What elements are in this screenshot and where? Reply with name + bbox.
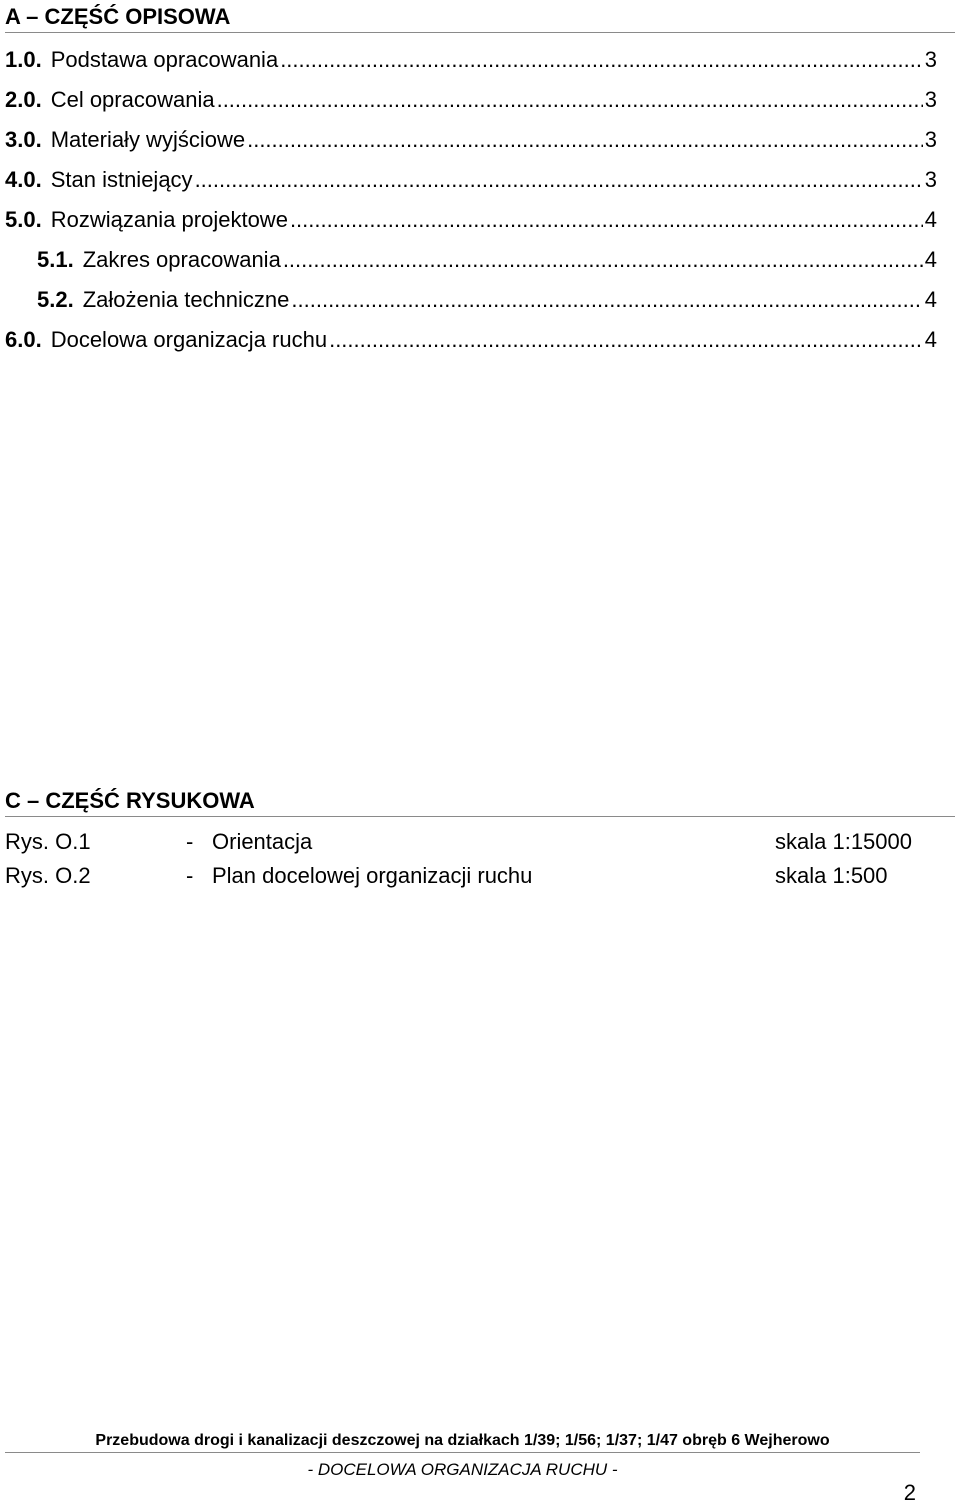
toc-leader [290, 205, 923, 235]
toc-number: 5.1. [37, 247, 74, 272]
drawing-row-o1 [5, 827, 955, 861]
toc-page-number: 3 [924, 167, 937, 192]
drawing-row-o2 [5, 861, 955, 895]
toc-leader [329, 325, 923, 355]
toc-leader [280, 45, 923, 75]
section-c-heading: C – CZĘŚĆ RYSUKOWA [5, 787, 955, 817]
toc-page-number: 4 [924, 207, 937, 232]
toc-title: Zakres opracowania [82, 247, 281, 272]
toc-number: 4.0. [5, 167, 42, 192]
toc-page-number: 3 [924, 127, 937, 152]
toc-page-number: 4 [924, 327, 937, 352]
toc-number: 1.0. [5, 47, 42, 72]
table-of-contents [5, 45, 937, 365]
toc-title: Stan istniejący [50, 167, 193, 192]
toc-title: Materiały wyjściowe [50, 127, 246, 152]
toc-title: Rozwiązania projektowe [50, 207, 288, 232]
toc-page-number: 4 [924, 287, 937, 312]
page-number: 2 [903, 1480, 916, 1505]
toc-entry-5-2[interactable] [5, 285, 937, 325]
drawings-list [5, 827, 955, 895]
toc-entry-5-0[interactable] [5, 205, 937, 245]
toc-number: 5.0. [5, 207, 42, 232]
toc-number: 6.0. [5, 327, 42, 352]
footer-project-title: Przebudowa drogi i kanalizacji deszczowej na działkach 1/39; 1/56; 1/37; 1/47 obręb 6 Wejherowo [5, 1430, 920, 1453]
toc-leader [291, 285, 922, 315]
drawing-scale: skala 1:500 [775, 863, 888, 888]
toc-title: Założenia techniczne [82, 287, 290, 312]
toc-entry-5-1[interactable] [5, 245, 937, 285]
drawing-id: Rys. O.2 [5, 863, 91, 888]
toc-entry-3-0[interactable] [5, 125, 937, 165]
toc-leader [283, 245, 923, 275]
drawing-description: Orientacja [212, 829, 313, 854]
toc-entry-4-0[interactable] [5, 165, 937, 205]
toc-number: 5.2. [37, 287, 74, 312]
drawing-scale: skala 1:15000 [775, 829, 912, 854]
toc-leader [217, 85, 923, 115]
drawing-dash: - [186, 829, 194, 854]
toc-page-number: 3 [924, 87, 937, 112]
toc-entry-1-0[interactable] [5, 45, 937, 85]
drawing-description: Plan docelowej organizacji ruchu [212, 863, 533, 888]
toc-leader [195, 165, 923, 195]
toc-entry-2-0[interactable] [5, 85, 937, 125]
section-a-heading: A – CZĘŚĆ OPISOWA [5, 3, 955, 33]
toc-title: Cel opracowania [50, 87, 215, 112]
toc-number: 3.0. [5, 127, 42, 152]
toc-title: Docelowa organizacja ruchu [50, 327, 328, 352]
toc-title: Podstawa opracowania [50, 47, 279, 72]
drawing-id: Rys. O.1 [5, 829, 91, 854]
footer-subtitle: - DOCELOWA ORGANIZACJA RUCHU - [307, 1460, 618, 1479]
toc-leader [247, 125, 923, 155]
toc-page-number: 4 [924, 247, 937, 272]
toc-page-number: 3 [924, 47, 937, 72]
toc-number: 2.0. [5, 87, 42, 112]
drawing-dash: - [186, 863, 194, 888]
toc-entry-6-0[interactable] [5, 325, 937, 365]
